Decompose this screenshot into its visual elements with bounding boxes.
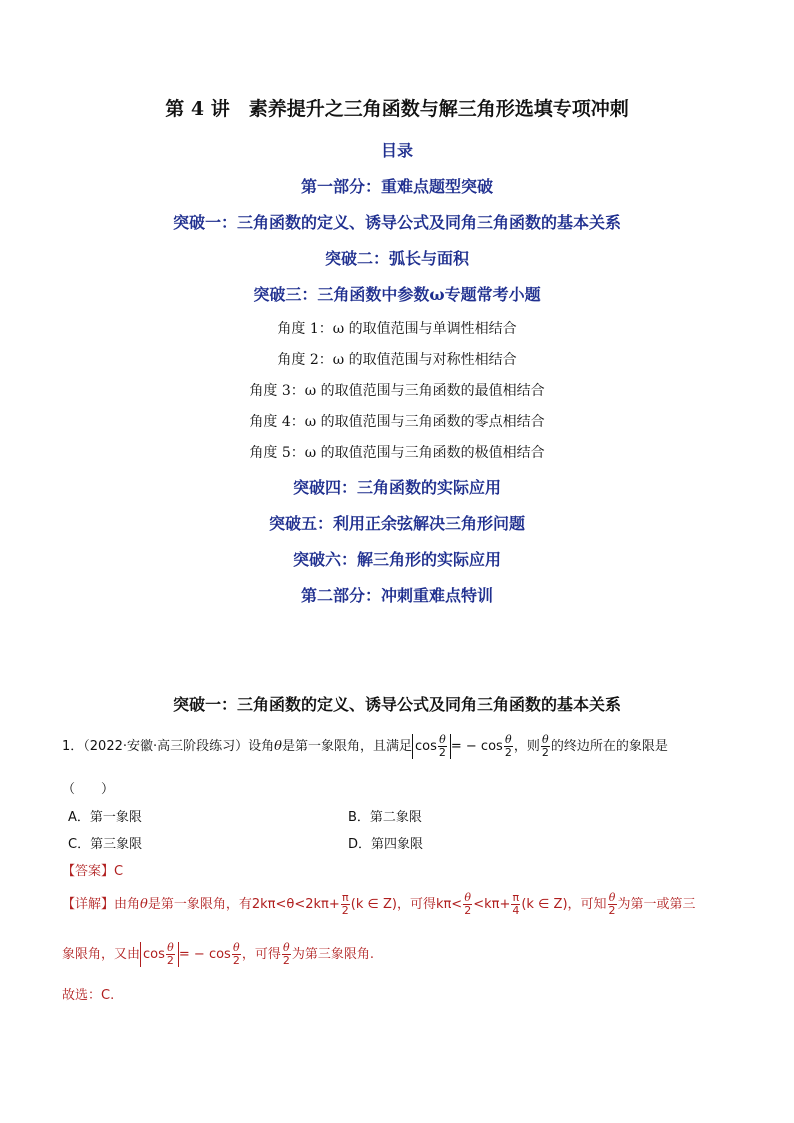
theta-over-2	[504, 734, 513, 759]
frac-den: 4	[512, 904, 520, 917]
detail-text: ，可得	[396, 897, 436, 912]
option-text: 第一象限	[89, 810, 142, 825]
answer-line	[62, 860, 123, 879]
frac-num: π	[341, 891, 349, 904]
option-key: C．	[68, 837, 91, 852]
toc-breakthrough-5[interactable]: 突破五：利用正余弦解决三角形问题	[268, 514, 525, 533]
option-b[interactable]	[348, 806, 422, 825]
detail-text: 象限角，又由	[62, 947, 141, 962]
pi-over-2	[341, 892, 350, 917]
k-in-z: (k ∈ Z)	[350, 897, 397, 912]
theta-symbol: θ	[274, 739, 282, 754]
option-key: B．	[348, 810, 370, 825]
toc-breakthrough-3[interactable]: 突破三：三角函数中参数ω专题常考小题	[253, 285, 541, 304]
theta-symbol: θ	[140, 897, 148, 912]
question-stem	[62, 734, 668, 759]
k-in-z: (k ∈ Z)	[521, 897, 568, 912]
frac-num: θ	[542, 733, 549, 746]
theta-over-2	[166, 942, 175, 967]
theta-over-2	[282, 942, 291, 967]
theta-over-2	[463, 892, 472, 917]
detail-label: 【详解】	[62, 897, 115, 912]
conclusion: 故选：C.	[62, 988, 115, 1003]
frac-num: θ	[167, 941, 174, 954]
option-c[interactable]	[68, 833, 142, 852]
answer-value: C	[114, 864, 124, 879]
option-key: D．	[348, 837, 372, 852]
frac-den: 2	[464, 904, 472, 917]
detail-line-1	[62, 892, 696, 917]
detail-line-2	[62, 942, 374, 967]
inequality-2: kπ<	[435, 897, 463, 912]
toc-breakthrough-1[interactable]: 突破一：三角函数的定义、诱导公式及同角三角函数的基本关系	[172, 213, 621, 232]
option-text: 第四象限	[371, 837, 424, 852]
option-text: 第二象限	[369, 810, 422, 825]
toc-breakthrough-2[interactable]: 突破二：弧长与面积	[324, 249, 469, 268]
frac-num: θ	[233, 941, 240, 954]
toc-angle-4[interactable]: 角度 4：ω 的取值范围与三角函数的零点相结合	[249, 414, 545, 430]
theta-over-2	[608, 892, 617, 917]
neg-cos-text: = − cos	[178, 947, 231, 962]
frac-den: 2	[438, 746, 446, 759]
stem-text: 设角	[248, 739, 275, 754]
frac-den: 2	[282, 954, 290, 967]
cos-text: cos	[143, 947, 165, 962]
toc-breakthrough-6[interactable]: 突破六：解三角形的实际应用	[292, 550, 501, 569]
detail-text: 为第一或第三	[617, 897, 696, 912]
theta-over-2	[232, 942, 241, 967]
frac-den: 2	[232, 954, 240, 967]
option-a[interactable]	[68, 806, 142, 825]
option-d[interactable]	[348, 833, 423, 852]
frac-num: θ	[283, 941, 290, 954]
pi-over-4	[511, 892, 520, 917]
frac-den: 2	[608, 904, 616, 917]
frac-num: θ	[439, 733, 446, 746]
toc-angle-3[interactable]: 角度 3：ω 的取值范围与三角函数的最值相结合	[249, 383, 545, 399]
stem-text: 的终边所在的象限是	[550, 739, 668, 754]
detail-text: ，可知	[567, 897, 607, 912]
frac-num: θ	[505, 733, 512, 746]
detail-text: ，可得	[241, 947, 281, 962]
stem-text: ，则	[513, 739, 540, 754]
inequality-1: 2kπ<θ<2kπ+	[251, 897, 340, 912]
cos-text: cos	[415, 739, 437, 754]
toc-breakthrough-4[interactable]: 突破四：三角函数的实际应用	[292, 478, 501, 497]
toc-part2[interactable]: 第二部分：冲刺重难点特训	[300, 586, 493, 605]
frac-num: π	[512, 891, 520, 904]
frac-den: 2	[504, 746, 512, 759]
frac-num: θ	[464, 891, 472, 904]
neg-cos-text: = − cos	[450, 739, 503, 754]
toc-heading: 目录	[380, 141, 413, 160]
option-text: 第三象限	[90, 837, 143, 852]
question-source: （2022·安徽·高三阶段练习）	[83, 739, 249, 754]
frac-den: 2	[166, 954, 174, 967]
theta-over-2	[541, 734, 550, 759]
page-title: 第 4 讲 素养提升之三角函数与解三角形选填专项冲刺	[165, 98, 629, 120]
toc-angle-1[interactable]: 角度 1：ω 的取值范围与单调性相结合	[277, 321, 517, 337]
detail-text: 由角	[114, 897, 141, 912]
section-heading: 突破一：三角函数的定义、诱导公式及同角三角函数的基本关系	[172, 695, 621, 714]
detail-text: 是第一象限角，有	[147, 897, 252, 912]
toc-part1[interactable]: 第一部分：重难点题型突破	[300, 177, 493, 196]
answer-label: 【答案】	[62, 864, 115, 879]
toc-angle-5[interactable]: 角度 5：ω 的取值范围与三角函数的极值相结合	[249, 445, 545, 461]
detail-text: 为第三象限角.	[291, 947, 374, 962]
answer-blank: （ ）	[62, 782, 115, 797]
inequality-2: <kπ+	[473, 897, 511, 912]
frac-den: 2	[541, 746, 549, 759]
abs-cos-expression	[412, 734, 451, 759]
toc-angle-2[interactable]: 角度 2：ω 的取值范围与对称性相结合	[277, 352, 517, 368]
option-key: A．	[68, 810, 90, 825]
stem-text: 是第一象限角，且满足	[281, 739, 412, 754]
frac-den: 2	[341, 904, 349, 917]
frac-num: θ	[608, 891, 616, 904]
question-number: 1．	[62, 739, 84, 754]
theta-over-2	[438, 734, 447, 759]
abs-cos-expression	[140, 942, 179, 967]
